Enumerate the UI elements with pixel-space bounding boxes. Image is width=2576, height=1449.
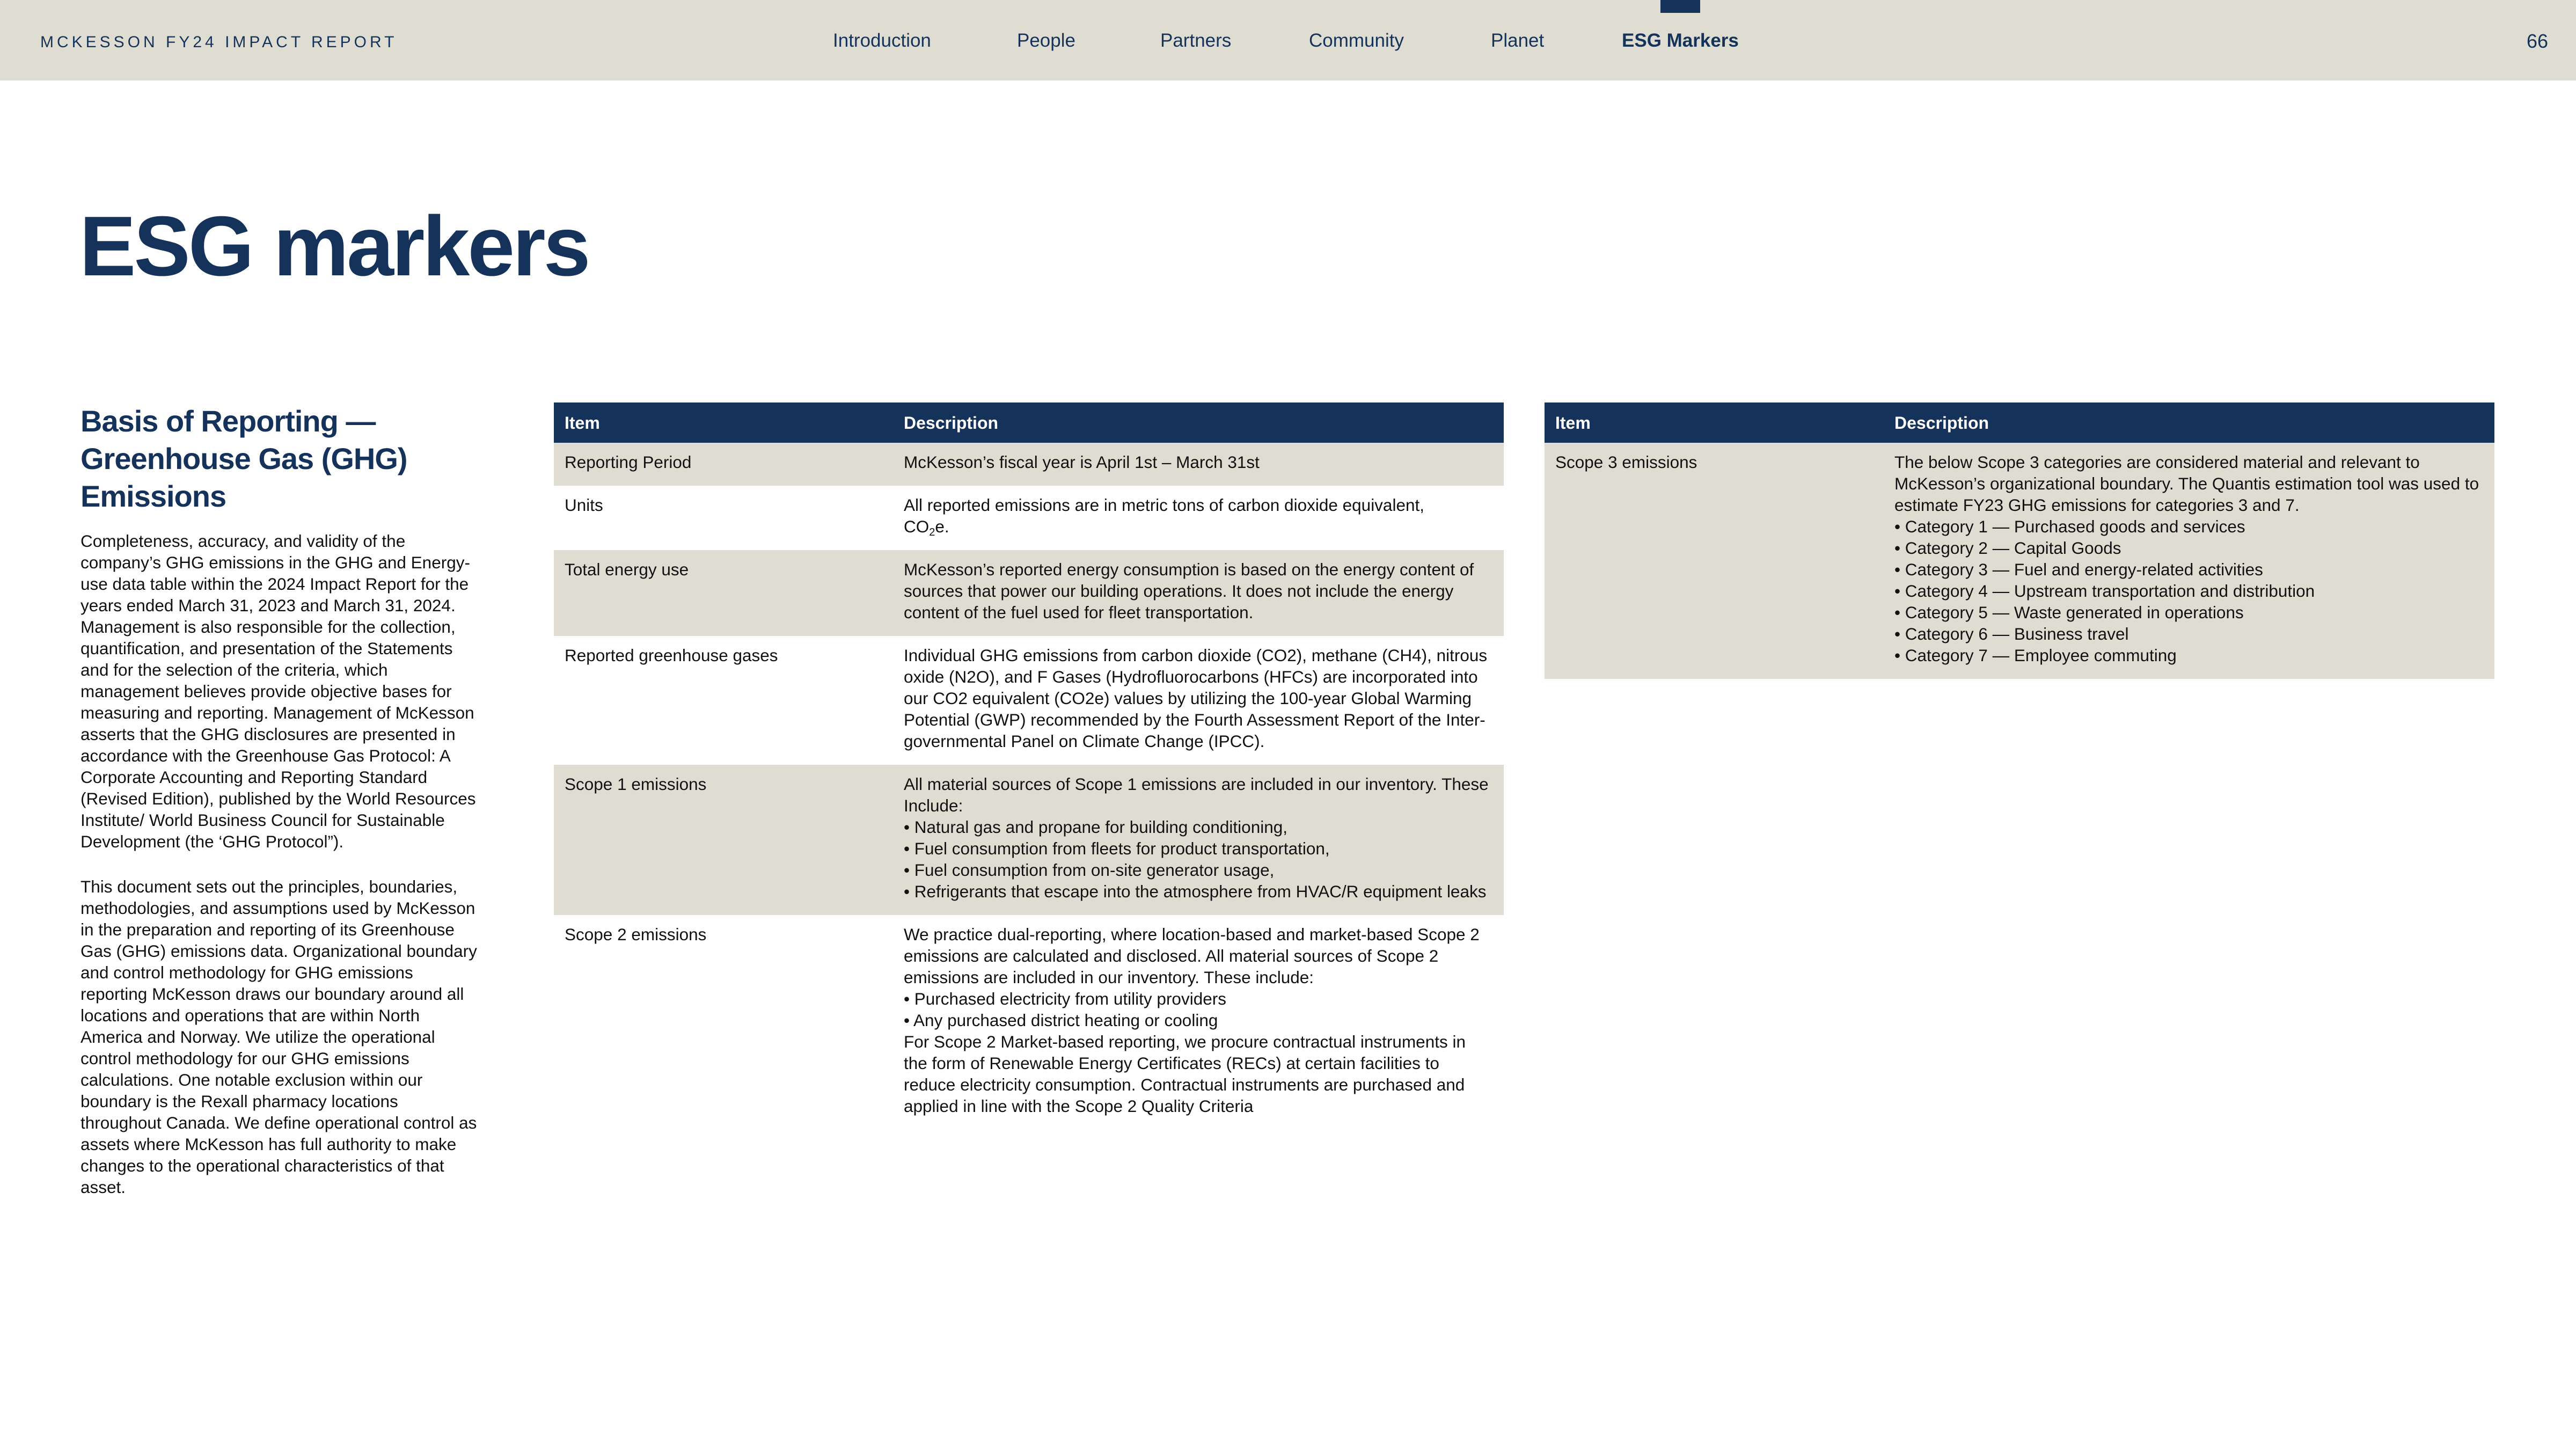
row-description [893, 550, 1504, 636]
table-row [1545, 443, 2494, 679]
header-description: Description [893, 402, 1504, 443]
header-item: Item [554, 402, 893, 443]
co2e-unit [904, 516, 1493, 537]
description-line: • Category 3 — Fuel and energy-related activities [1894, 560, 2263, 579]
description-line: • Fuel consumption from on-site generator usage, [904, 860, 1275, 880]
table-row [554, 550, 1504, 636]
row-item: Scope 1 emissions [554, 765, 893, 915]
description-line: • Category 4 — Upstream transportation and distribution [1894, 581, 2315, 601]
header-item: Item [1545, 402, 1884, 443]
table-row [554, 443, 1504, 486]
description-line: Individual GHG emissions from carbon dioxide (CO2), methane (CH4), nitrous oxide (N2O), and F Gases (Hydrofluorocarbons (HFCs) are incorporated into our CO2 equivalent (CO2e) values by utilizing the 100-year Global Warming Potential (GWP) recommended by the Fourth Assessment Report of the Inter-governmental Panel on Climate Change (IPCC). [904, 646, 1488, 751]
description-line: • Category 1 — Purchased goods and services [1894, 517, 2245, 536]
co2-suffix: e. [935, 517, 949, 536]
description-line: • Category 6 — Business travel [1894, 624, 2129, 643]
description-line: • Category 7 — Employee commuting [1894, 646, 2177, 665]
row-description [1884, 443, 2494, 679]
description-line: All material sources of Scope 1 emissions are included in our inventory. These Include: [904, 774, 1489, 815]
ghg-reporting-table [554, 402, 1504, 1130]
description-line: McKesson’s fiscal year is April 1st – March 31st [904, 452, 1260, 472]
table-row [554, 486, 1504, 550]
row-item: Reporting Period [554, 443, 893, 486]
row-item: Reported greenhouse gases [565, 646, 778, 665]
table-row [554, 636, 1504, 765]
nav-community[interactable]: Community [1309, 30, 1404, 51]
header-description: Description [1884, 402, 2494, 443]
description-line: • Purchased electricity from utility providers [904, 989, 1226, 1008]
row-item: Scope 3 emissions [1545, 443, 1884, 679]
table-header-row [554, 402, 1504, 443]
report-name: MCKESSON FY24 IMPACT REPORT [40, 33, 398, 51]
description-line: • Fuel consumption from fleets for product transportation, [904, 839, 1330, 858]
row-description [893, 443, 1504, 486]
nav-planet[interactable]: Planet [1491, 30, 1545, 51]
row-item: Scope 2 emissions [565, 925, 707, 944]
description-line: We practice dual-reporting, where location-based and market-based Scope 2 emissions are calculated and disclosed. All material sources of Scope 2 emissions are included in our inventory. These include: [904, 925, 1480, 987]
row-description [893, 486, 1504, 550]
description-line: • Natural gas and propane for building conditioning, [904, 817, 1288, 837]
description-line: • Any purchased district heating or cooling [904, 1011, 1218, 1030]
nav-esg-markers[interactable]: ESG Markers [1622, 30, 1739, 51]
row-item: Total energy use [554, 550, 893, 636]
table-row [554, 765, 1504, 915]
description-line: All reported emissions are in metric tons of carbon dioxide equivalent, [904, 495, 1424, 515]
table-header-row [1545, 402, 2494, 443]
description-line: • Category 5 — Waste generated in operations [1894, 603, 2244, 622]
active-nav-marker [1660, 0, 1700, 13]
row-item: Units [565, 495, 603, 515]
description-line: For Scope 2 Market-based reporting, we procure contractual instruments in the form of Renewable Energy Certificates (RECs) at certain facilities to reduce electricity consumption. Contractual instruments are purchased and applied in line with the Scope 2 Quality Criteria [904, 1032, 1466, 1116]
page-title: ESG markers [79, 199, 589, 294]
description-line: The below Scope 3 categories are considered material and relevant to McKesson’s organizational boundary. The Quantis estimation tool was used to estimate FY23 GHG emissions for categories 3 and 7. [1894, 452, 2479, 515]
nav-people[interactable]: People [1017, 30, 1075, 51]
basis-of-reporting-section [80, 402, 480, 1198]
co2-text: CO [904, 517, 930, 536]
description-line: • Refrigerants that escape into the atmosphere from HVAC/R equipment leaks [904, 882, 1487, 901]
section-paragraph-1: Completeness, accuracy, and validity of the company’s GHG emissions in the GHG and Energy-use data table within the 2024 Impact Report for the years ended March 31, 2023 and March 31, 2024. Management is also responsible for the collection, quantification, and presentation of the Statements and for the selection of the criteria, which management believes provide objective bases for measuring and reporting. Management of McKesson asserts that the GHG disclosures are presented in accordance with the Greenhouse Gas Protocol: A Corporate Accounting and Reporting Standard (Revised Edition), published by the World Resources Institute/ World Business Council for Sustainable Development (the ‘GHG Protocol”). [80, 531, 476, 851]
table-row [554, 915, 1504, 1130]
description-line: McKesson’s reported energy consumption is based on the energy content of sources that power our building operations. It does not include the energy content of the fuel used for fleet transportation. [904, 560, 1474, 622]
scope-3-table [1545, 402, 2494, 679]
co2-subscript: 2 [929, 526, 935, 538]
page-number: 66 [2526, 30, 2548, 52]
section-paragraph-2: This document sets out the principles, boundaries, methodologies, and assumptions used by McKesson in the preparation and reporting of its Greenhouse Gas (GHG) emissions data. Organizational boundary and control methodology for GHG emissions reporting McKesson draws our boundary around all locations and operations that are within North America and Norway. We utilize the operational control methodology for our GHG emissions calculations. One notable exclusion within our boundary is the Rexall pharmacy locations throughout Canada. We define operational control as assets where McKesson has full authority to make changes to the operational characteristics of that asset. [80, 877, 477, 1197]
top-bar [0, 0, 2576, 80]
nav-partners[interactable]: Partners [1160, 30, 1232, 51]
description-line: • Category 2 — Capital Goods [1894, 538, 2121, 558]
row-description [893, 915, 1504, 1130]
section-heading: Basis of Reporting — Greenhouse Gas (GHG) Emissions [80, 404, 407, 513]
nav-introduction[interactable]: Introduction [833, 30, 931, 51]
row-description [893, 636, 1504, 765]
row-description [893, 765, 1504, 915]
